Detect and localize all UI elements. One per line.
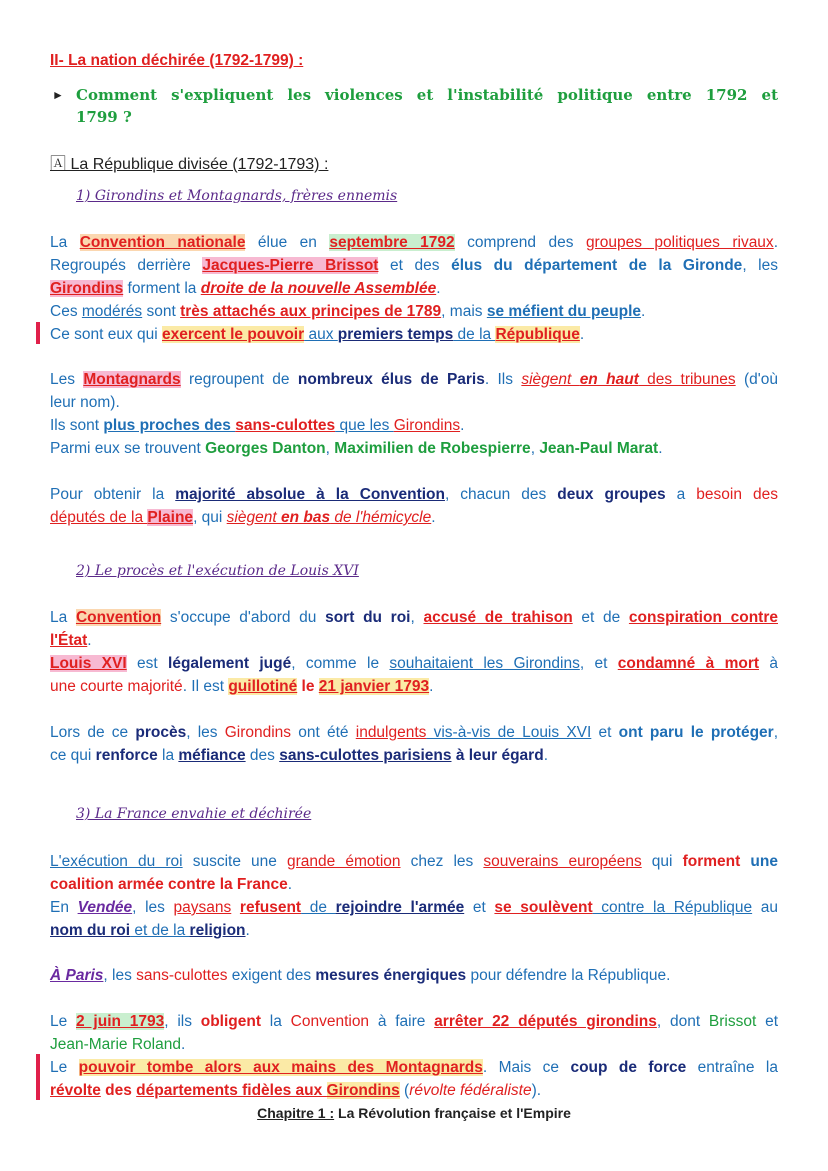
text: Parmi eux se trouvent bbox=[50, 440, 206, 457]
date-2-juin-1793: 2 juin 1793 bbox=[76, 1013, 165, 1030]
arrow-bullet-icon: ► bbox=[52, 88, 64, 102]
p6-line-4 bbox=[50, 919, 778, 942]
text: Ils sont bbox=[50, 417, 104, 434]
p3-line-1 bbox=[50, 483, 778, 506]
term-vendee: Vendée bbox=[77, 899, 133, 916]
term-guillotine: guillotiné bbox=[228, 678, 298, 695]
term-groupes-rivaux: groupes politiques rivaux bbox=[585, 234, 774, 251]
text: ont été bbox=[291, 724, 356, 741]
term-obligent: obligent bbox=[200, 1013, 262, 1030]
text: . bbox=[658, 440, 663, 457]
text: Pour obtenir la bbox=[50, 486, 176, 503]
text: de l'hémicycle bbox=[330, 509, 432, 526]
term-convention: Convention bbox=[75, 609, 162, 626]
p6-line-2 bbox=[50, 873, 778, 896]
term-en-haut: en haut bbox=[579, 371, 639, 388]
text: , et bbox=[579, 655, 618, 672]
p2-line-2 bbox=[50, 391, 778, 414]
term-proces: procès bbox=[135, 724, 187, 741]
term-montagnards: Montagnards bbox=[83, 371, 181, 388]
text: qui bbox=[641, 853, 683, 870]
text: . bbox=[431, 509, 436, 526]
term-plus-proches: plus proches des bbox=[103, 417, 236, 434]
name-marat: Jean-Paul Marat bbox=[539, 440, 659, 457]
term-sans-culottes-parisiens: sans-culottes parisiens bbox=[279, 747, 452, 764]
p8-line-4 bbox=[50, 1079, 778, 1102]
p2-line-3 bbox=[50, 414, 778, 437]
term-revolte-federaliste: révolte fédéraliste bbox=[409, 1082, 532, 1099]
text: , mais bbox=[441, 303, 487, 320]
p4-line-2 bbox=[50, 629, 778, 652]
text: Ces bbox=[50, 303, 82, 320]
p7-line-1 bbox=[50, 964, 778, 987]
term-paysans: paysans bbox=[173, 899, 232, 916]
term-souverains: souverains européens bbox=[483, 853, 642, 870]
text: Lors de ce bbox=[50, 724, 136, 741]
text: , ils bbox=[164, 1013, 201, 1030]
term-rejoindre-armee: rejoindre l'armée bbox=[335, 899, 465, 916]
p1-line-3 bbox=[50, 277, 778, 300]
p6-line-1 bbox=[50, 850, 778, 873]
term-forment: forment bbox=[682, 853, 741, 870]
name-brissot: Brissot bbox=[708, 1013, 757, 1030]
term-elus-paris: nombreux élus de Paris bbox=[297, 371, 485, 388]
text: le bbox=[297, 678, 319, 695]
text: élue en bbox=[245, 234, 330, 251]
term-deux-groupes: deux groupes bbox=[557, 486, 666, 503]
term-departements-fideles: départements fidèles aux bbox=[136, 1082, 327, 1099]
p8-line-2 bbox=[50, 1033, 778, 1056]
term-majorite-absolue: majorité absolue à la Convention bbox=[175, 486, 445, 503]
text: et bbox=[464, 899, 495, 916]
text: ). bbox=[531, 1082, 542, 1099]
footer-chapter-title: La Révolution française et l'Empire bbox=[334, 1105, 571, 1121]
text: . bbox=[429, 678, 434, 695]
text: siègent bbox=[521, 371, 580, 388]
p1-line-1 bbox=[50, 231, 778, 254]
term-souhaitaient: souhaitaient les Girondins bbox=[389, 655, 580, 672]
term-exercent-pouvoir: exercent le pouvoir bbox=[162, 326, 305, 343]
term-nom-du-roi: nom du roi bbox=[50, 922, 131, 939]
text: . bbox=[460, 417, 465, 434]
text: des bbox=[245, 747, 280, 764]
text: leur nom). bbox=[50, 394, 120, 411]
term-legalement-juge: légalement jugé bbox=[168, 655, 292, 672]
text: et de bbox=[572, 609, 629, 626]
text: une courte majorité bbox=[50, 678, 183, 695]
term-convention: Convention bbox=[290, 1013, 370, 1030]
text: exigent des bbox=[227, 967, 316, 984]
text: la bbox=[157, 747, 179, 764]
term-girondins: Girondins bbox=[326, 1082, 400, 1099]
text: une bbox=[740, 853, 778, 870]
text: regroupent de bbox=[180, 371, 298, 388]
text: . bbox=[245, 922, 250, 939]
text: députés de la bbox=[50, 509, 148, 526]
text: et de la bbox=[130, 922, 190, 939]
term-trahison: accusé de trahison bbox=[423, 609, 573, 626]
term-revolte: révolte bbox=[50, 1082, 101, 1099]
text: s'occupe d'abord du bbox=[161, 609, 326, 626]
term-indulgents: indulgents bbox=[355, 724, 427, 741]
term-mefiance: méfiance bbox=[178, 747, 246, 764]
p5-line-2 bbox=[50, 744, 778, 767]
p1-line-5 bbox=[50, 323, 778, 346]
p8-line-1 bbox=[50, 1010, 778, 1033]
text: Le bbox=[50, 1059, 79, 1076]
text: forment la bbox=[123, 280, 201, 297]
text: , comme le bbox=[291, 655, 390, 672]
text: , les bbox=[132, 899, 174, 916]
term-moderes: modérés bbox=[81, 303, 143, 320]
date-septembre-1792: septembre 1792 bbox=[329, 234, 455, 251]
text bbox=[231, 899, 240, 916]
text: chez les bbox=[400, 853, 484, 870]
text: des bbox=[100, 1082, 137, 1099]
term-soulevent: se soulèvent bbox=[494, 899, 593, 916]
term-sort-roi: sort du roi bbox=[325, 609, 411, 626]
text: Ce sont eux qui bbox=[50, 326, 163, 343]
term-religion: religion bbox=[189, 922, 246, 939]
text: , les bbox=[742, 257, 778, 274]
date-21-janvier-1793: 21 janvier 1793 bbox=[318, 678, 430, 695]
text: . bbox=[87, 632, 92, 649]
term-grande-emotion: grande émotion bbox=[287, 853, 401, 870]
text: à faire bbox=[369, 1013, 435, 1030]
text: Regroupés derrière bbox=[50, 257, 203, 274]
p4-line-1 bbox=[50, 606, 778, 629]
text: siègent bbox=[226, 509, 281, 526]
term-coalition: coalition armée contre la France bbox=[50, 876, 288, 893]
term-refusent: refusent bbox=[239, 899, 302, 916]
text: . bbox=[436, 280, 441, 297]
text: au bbox=[752, 899, 778, 916]
margin-bar bbox=[36, 1054, 40, 1100]
text: vis-à-vis de Louis XVI bbox=[426, 724, 592, 741]
subheading-2: 2) Le procès et l'exécution de Louis XVI bbox=[76, 563, 359, 579]
text: de la bbox=[453, 326, 496, 343]
term-republique: République bbox=[495, 326, 580, 343]
text: En bbox=[50, 899, 78, 916]
text: pour défendre la République. bbox=[466, 967, 671, 984]
term-a-leur-egard: à leur égard bbox=[455, 747, 544, 764]
text: La bbox=[50, 234, 80, 251]
text: entraîne la bbox=[686, 1059, 778, 1076]
p8-line-3 bbox=[50, 1056, 778, 1079]
text: et bbox=[756, 1013, 778, 1030]
term-condamne-mort: condamné à mort bbox=[617, 655, 760, 672]
text: , bbox=[410, 609, 424, 626]
subheading-3: 3) La France envahie et déchirée bbox=[76, 806, 312, 822]
text: sont bbox=[142, 303, 181, 320]
term-sans-culottes: sans-culottes bbox=[136, 967, 228, 984]
section-a-heading: 🄰 La République divisée (1792-1793) : bbox=[50, 156, 329, 173]
term-convention-nationale: Convention nationale bbox=[79, 234, 246, 251]
term-droite: droite de la nouvelle Assemblée bbox=[200, 280, 437, 297]
term-en-bas: en bas bbox=[280, 509, 331, 526]
text: est bbox=[126, 655, 169, 672]
term-girondins: Girondins bbox=[393, 417, 461, 434]
term-a-paris: À Paris bbox=[50, 967, 104, 984]
name-danton: Georges Danton bbox=[205, 440, 326, 457]
text: , les bbox=[103, 967, 137, 984]
margin-bar bbox=[36, 322, 40, 344]
text: et des bbox=[378, 257, 452, 274]
footer bbox=[0, 1105, 828, 1121]
term-sans-culottes: sans-culottes bbox=[235, 417, 336, 434]
subheading-1: 1) Girondins et Montagnards, frères ennemis bbox=[76, 188, 398, 204]
text: , bbox=[325, 440, 335, 457]
text: , bbox=[773, 724, 779, 741]
text: la bbox=[261, 1013, 291, 1030]
question-line-2: 1799 ? bbox=[76, 108, 132, 126]
name-louis-xvi: Louis XVI bbox=[50, 655, 127, 672]
text: a bbox=[665, 486, 697, 503]
text: ( bbox=[399, 1082, 410, 1099]
name-robespierre: Maximilien de Robespierre bbox=[334, 440, 531, 457]
text: . bbox=[543, 747, 548, 764]
term-premiers-temps: premiers temps bbox=[337, 326, 454, 343]
text: des tribunes bbox=[638, 371, 736, 388]
text: , chacun des bbox=[444, 486, 558, 503]
p3-line-2 bbox=[50, 506, 778, 529]
p2-line-4 bbox=[50, 437, 778, 460]
text: de bbox=[301, 899, 336, 916]
text: , bbox=[530, 440, 540, 457]
term-mesures-energiques: mesures énergiques bbox=[315, 967, 467, 984]
text: . bbox=[641, 303, 646, 320]
text: . Il est bbox=[182, 678, 229, 695]
term-arreter-deputes: arrêter 22 députés girondins bbox=[434, 1013, 657, 1030]
text: , qui bbox=[193, 509, 227, 526]
p1-line-2 bbox=[50, 254, 778, 277]
question-line-1: Comment s'expliquent les violences et l'instabilité politique entre 1792 et bbox=[76, 86, 778, 104]
text: , les bbox=[186, 724, 225, 741]
p4-line-3 bbox=[50, 652, 778, 675]
term-girondins: Girondins bbox=[50, 280, 124, 297]
term-plaine: Plaine bbox=[147, 509, 194, 526]
text: La bbox=[50, 609, 76, 626]
p1-line-4 bbox=[50, 300, 778, 323]
text: Le bbox=[50, 1013, 77, 1030]
term-girondins: Girondins bbox=[224, 724, 292, 741]
term-etat: l'État bbox=[50, 632, 88, 649]
name-brissot: Jacques-Pierre Brissot bbox=[202, 257, 379, 274]
text: contre la République bbox=[592, 899, 753, 916]
text: . bbox=[287, 876, 293, 893]
text: comprend des bbox=[454, 234, 586, 251]
term-renforce: renforce bbox=[95, 747, 158, 764]
text: . Ils bbox=[484, 371, 522, 388]
p4-line-4 bbox=[50, 675, 778, 698]
text: que les bbox=[335, 417, 394, 434]
text: , dont bbox=[656, 1013, 709, 1030]
text: suscite une bbox=[182, 853, 288, 870]
text: . Mais ce bbox=[482, 1059, 571, 1076]
term-proteger: ont paru le protéger bbox=[618, 724, 774, 741]
text: ce qui bbox=[50, 747, 96, 764]
term-principes-1789: très attachés aux principes de 1789 bbox=[180, 303, 442, 320]
term-pouvoir-montagnards: pouvoir tombe alors aux mains des Montagnards bbox=[78, 1059, 483, 1076]
term-mefient: se méfient du peuple bbox=[486, 303, 641, 320]
p2-line-1 bbox=[50, 368, 778, 391]
term-elus-gironde: élus du département de la Gironde bbox=[451, 257, 743, 274]
name-roland: Jean-Marie Roland bbox=[50, 1036, 181, 1053]
text: aux bbox=[304, 326, 338, 343]
term-conspiration: conspiration contre bbox=[628, 609, 778, 626]
text: (d'où bbox=[735, 371, 778, 388]
text: Les bbox=[50, 371, 84, 388]
text: besoin des bbox=[696, 486, 778, 503]
text: . bbox=[180, 1036, 186, 1053]
term-execution-roi: L'exécution du roi bbox=[50, 853, 183, 870]
p5-line-1 bbox=[50, 721, 778, 744]
text: . bbox=[579, 326, 585, 343]
term-coup-de-force: coup de force bbox=[570, 1059, 687, 1076]
text: et bbox=[591, 724, 619, 741]
p6-line-3 bbox=[50, 896, 778, 919]
text: à bbox=[759, 655, 778, 672]
footer-chapter-label: Chapitre 1 : bbox=[257, 1105, 335, 1121]
text: . bbox=[773, 234, 778, 251]
section-title: II- La nation déchirée (1792-1799) : bbox=[50, 52, 304, 69]
